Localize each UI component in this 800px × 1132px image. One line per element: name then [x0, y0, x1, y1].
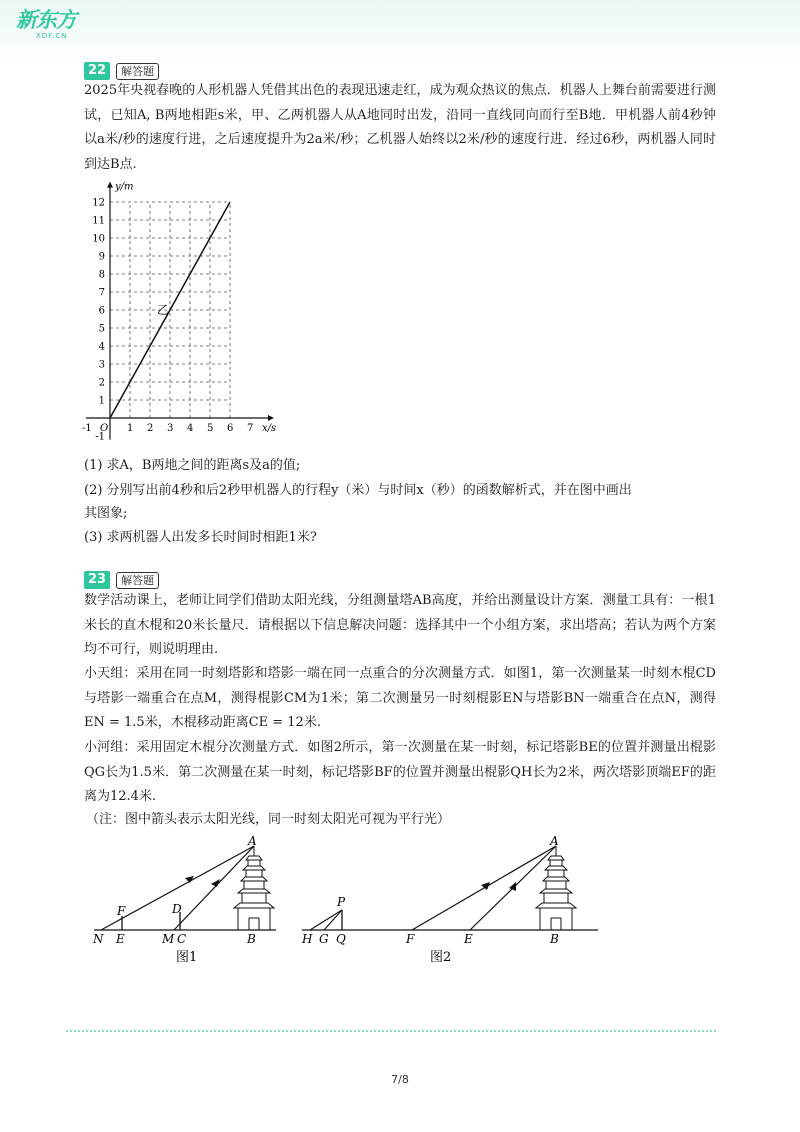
question-23-group-xiaotian: 小天组：采用在同一时刻塔影和塔影一端在同一点重合的分次测量方式．如图1，第一次测量某一时刻木棍CD与塔影一端重合在点M，测得棍影CM为1米；第二次测量另一时刻棍影EN与塔影BN一端重合在点N，测得EN = 1.5米，木棍移动距离CE = 12米. — [84, 666, 716, 730]
y-tick-label: 4 — [98, 341, 105, 353]
question-23-intro: 数学活动课上，老师让同学们借助太阳光线，分组测量塔AB高度，并给出测量设计方案．测量工具有：一根1米长的直木棍和20米长量尺．请根据以下信息解决问题：选择其中一个小组方案，求出塔高；若认为两个方案均不可行，则说明理由. — [84, 593, 716, 657]
y-tick-label: 7 — [98, 287, 105, 299]
x-tick-label: 3 — [167, 423, 174, 434]
pagoda-tower-icon — [536, 846, 576, 930]
origin-label: O — [100, 423, 109, 434]
x-tick-label: 2 — [147, 423, 154, 434]
sun-ray-2 — [174, 846, 254, 930]
chart-tick-labels — [82, 182, 276, 443]
label-F: F — [117, 904, 126, 918]
y-tick-label: 12 — [92, 197, 105, 209]
label-N: N — [93, 932, 104, 946]
xdf-logo — [16, 8, 86, 42]
question-type-tag: 解答题 — [116, 63, 159, 80]
question-22-part-2: (2) 分别写出前4秒和后2秒甲机器人的行程y（米）与时间x（秒）的函数解析式，并在图中画出 — [84, 483, 632, 498]
question-22-part-1: (1) 求A，B两地之间的距离s及a的值; — [84, 458, 301, 473]
question-22-header — [84, 61, 159, 81]
question-22-part-2-cont: 其图象; — [84, 506, 128, 521]
label-B: B — [550, 932, 559, 946]
question-23-header — [84, 570, 159, 590]
figure-1-caption: 图1 — [176, 950, 198, 965]
logo-sub-text: XDF.CN — [36, 32, 68, 40]
y-tick-label: 2 — [98, 377, 105, 389]
label-A: A — [550, 834, 559, 848]
y-tick-label: 10 — [92, 233, 105, 245]
label-F: F — [406, 932, 415, 946]
series-label-yi: 乙 — [157, 303, 170, 317]
figure-2 — [298, 830, 608, 970]
label-E: E — [116, 932, 125, 946]
y-tick-label: 1 — [98, 395, 105, 407]
label-B: B — [247, 932, 256, 946]
pagoda-tower-icon — [234, 846, 274, 930]
x-axis-label: x/s — [262, 423, 277, 434]
label-P: P — [337, 895, 346, 909]
label-E: E — [464, 932, 473, 946]
page-number: 7/8 — [391, 1073, 409, 1086]
x-tick-label: 5 — [207, 423, 214, 434]
label-D: D — [172, 902, 182, 916]
x-axis-arrow-icon — [268, 415, 274, 421]
x-tick-label: 7 — [247, 423, 254, 434]
label-H: H — [302, 932, 313, 946]
logo-main-text: 新东方 — [16, 8, 76, 32]
y-tick-label: -1 — [95, 431, 105, 443]
label-M: M — [162, 932, 175, 946]
label-G: G — [319, 932, 329, 946]
chart-distance-time — [82, 177, 277, 443]
y-axis-arrow-icon — [107, 182, 113, 188]
x-tick-label: 6 — [227, 423, 234, 434]
question-23-note: （注：图中箭头表示太阳光线，同一时刻太阳光可视为平行光） — [86, 812, 451, 827]
y-tick-label: 5 — [98, 323, 105, 335]
question-type-tag: 解答题 — [116, 572, 159, 589]
label-A: A — [248, 834, 257, 848]
question-22-part-3: (3) 求两机器人出发多长时间时相距1米? — [84, 530, 317, 545]
y-tick-label: 11 — [92, 215, 105, 227]
x-tick-label: 4 — [187, 423, 194, 434]
y-tick-label: 3 — [98, 359, 105, 371]
sun-ray-AF — [412, 846, 556, 930]
chart-axes — [86, 182, 277, 440]
y-tick-label: 9 — [98, 251, 105, 263]
label-Q: Q — [336, 932, 346, 946]
figure-2-caption: 图2 — [430, 950, 452, 965]
x-tick-label: -1 — [82, 423, 92, 434]
label-C: C — [177, 932, 187, 946]
y-axis-label: y/m — [115, 181, 134, 193]
question-22-stem: 2025年央视春晚的人形机器人凭借其出色的表现迅速走红，成为观众热议的焦点．机器人上舞台前需要进行测试，已知A, B两地相距s米，甲、乙两机器人从A地同时出发，沿同一直线同向而行至B地．甲机器人前4秒钟以a米/秒的速度行进，之后速度提升为2a米/秒；乙机器人始终以2米/秒的速度行进．经过6秒，两机器人同时到达B点. — [84, 83, 716, 172]
figure-1 — [84, 830, 294, 970]
question-number: 23 — [84, 571, 110, 589]
sun-ray-arrow-icon — [509, 882, 516, 891]
y-tick-label: 8 — [98, 269, 105, 281]
header-band — [0, 0, 800, 62]
question-23-group-xiaohe: 小河组：采用固定木棍分次测量方式．如图2所示，第一次测量在某一时刻，标记塔影BE的位置并测量出棍影QG长为1.5米．第二次测量在某一时刻，标记塔影BF的位置并测量出棍影QH长为2米，两次塔影顶端EF的距离为12.4米. — [84, 740, 716, 804]
x-tick-label: 1 — [127, 423, 134, 434]
question-number: 22 — [84, 62, 110, 80]
y-tick-label: 6 — [98, 305, 105, 317]
footer-dotted-divider — [66, 1030, 716, 1032]
